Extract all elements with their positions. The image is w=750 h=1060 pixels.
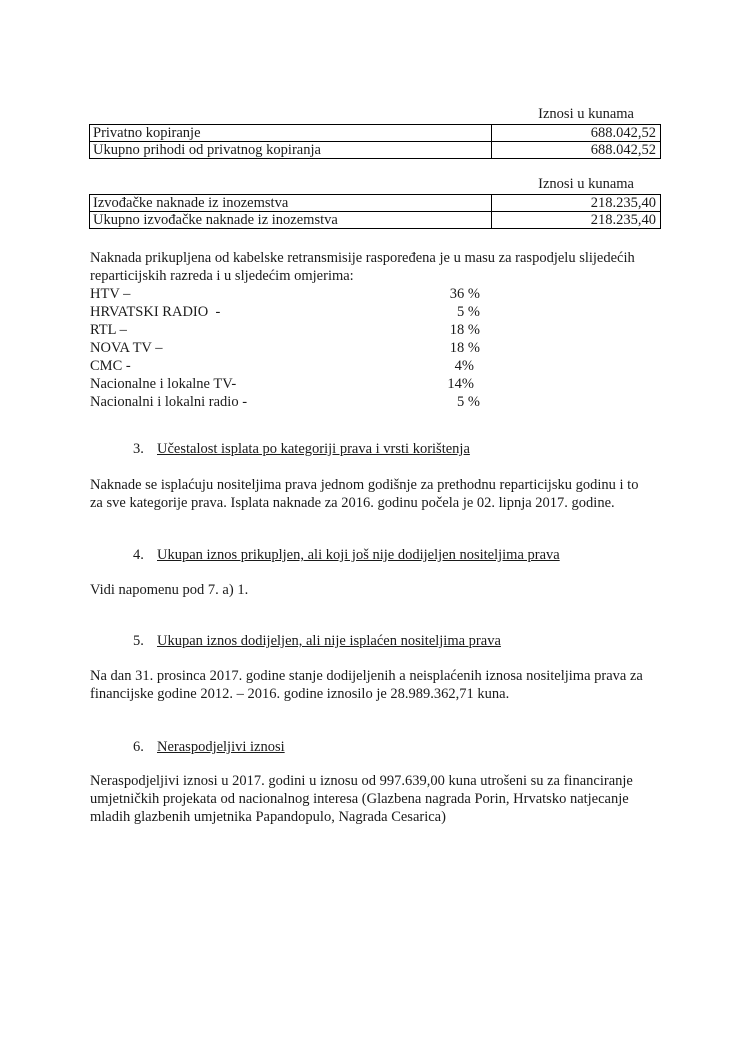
body-line: Vidi napomenu pod 7. a) 1. — [90, 582, 249, 598]
list-item — [90, 303, 490, 321]
share-label: RTL – — [90, 322, 127, 338]
list-item — [90, 357, 490, 375]
section-number: 4. — [133, 547, 144, 563]
section-body-5 — [90, 667, 670, 703]
table2-header: Iznosi u kunama — [538, 176, 634, 192]
share-label: Nacionalne i lokalne TV- — [90, 376, 237, 392]
body-line: mladih glazbenih umjetnika Papandopulo, Nagrada Cesarica) — [90, 809, 446, 825]
share-label: Nacionalni i lokalni radio - — [90, 394, 248, 410]
share-label: HTV – — [90, 286, 131, 302]
share-value: 4% — [454, 358, 474, 374]
section-body-3 — [90, 476, 670, 512]
section-number: 3. — [133, 441, 144, 457]
section-body-6 — [90, 772, 662, 826]
row-label: Privatno kopiranje — [90, 125, 492, 142]
foreign-performer-fees-table — [89, 194, 661, 229]
section-heading-5 — [133, 632, 501, 650]
table-row — [90, 195, 661, 212]
row-value: 688.042,52 — [492, 142, 661, 159]
list-item — [90, 393, 490, 411]
share-value: 18 % — [449, 322, 480, 338]
section-heading-6 — [133, 738, 285, 756]
list-item — [90, 339, 490, 357]
share-label: HRVATSKI RADIO - — [90, 304, 221, 320]
section-heading-3 — [133, 440, 470, 458]
table1-header: Iznosi u kunama — [538, 106, 634, 122]
table-row — [90, 142, 661, 159]
distribution-intro — [90, 249, 670, 285]
section-title: Ukupan iznos prikupljen, ali koji još nije dodijeljen nositeljima prava — [157, 547, 560, 563]
body-line: Neraspodjeljivi iznosi u 2017. godini u iznosu od 997.639,00 kuna utrošeni su za financiranje — [90, 773, 633, 789]
body-line: Naknade se isplaćuju nositeljima prava jednom godišnje za prethodnu reparticijsku godinu i to — [90, 477, 639, 493]
intro-line: Naknada prikupljena od kabelske retransmisije raspoređena je u masu za raspodjelu slijedećih — [90, 250, 635, 266]
private-copying-table — [89, 124, 661, 159]
section-title: Ukupan iznos dodijeljen, ali nije isplaćen nositeljima prava — [157, 633, 501, 649]
share-label: CMC - — [90, 358, 131, 374]
list-item — [90, 375, 490, 393]
share-value: 18 % — [449, 340, 480, 356]
table-row — [90, 125, 661, 142]
body-line: umjetničkih projekata od nacionalnog interesa (Glazbena nagrada Porin, Hrvatsko natjecanje — [90, 791, 629, 807]
share-value: 14% — [447, 376, 474, 392]
share-value: 36 % — [449, 286, 480, 302]
body-line: financijske godine 2012. – 2016. godine iznosilo je 28.989.362,71 kuna. — [90, 686, 510, 702]
share-value: 5 % — [457, 394, 480, 410]
list-item — [90, 285, 490, 303]
row-value: 218.235,40 — [492, 195, 661, 212]
share-value: 5 % — [457, 304, 480, 320]
row-value: 218.235,40 — [492, 212, 661, 229]
row-label: Ukupno izvođačke naknade iz inozemstva — [90, 212, 492, 229]
section-title: Učestalost isplata po kategoriji prava i vrsti korištenja — [157, 441, 470, 457]
share-label: NOVA TV – — [90, 340, 163, 356]
section-heading-4 — [133, 546, 560, 564]
section-body-4 — [90, 581, 670, 599]
row-label: Ukupno prihodi od privatnog kopiranja — [90, 142, 492, 159]
body-line: za sve kategorije prava. Isplata naknade za 2016. godinu počela je 02. lipnja 2017. godine. — [90, 495, 615, 511]
table-row — [90, 212, 661, 229]
intro-line: reparticijskih razreda i u sljedećim omjerima: — [90, 268, 354, 284]
section-number: 6. — [133, 739, 144, 755]
row-value: 688.042,52 — [492, 125, 661, 142]
row-label: Izvođačke naknade iz inozemstva — [90, 195, 492, 212]
list-item — [90, 321, 490, 339]
section-title: Neraspodjeljivi iznosi — [157, 739, 285, 755]
body-line: Na dan 31. prosinca 2017. godine stanje dodijeljenih a neisplaćenih iznosa nositeljima prava za — [90, 668, 643, 684]
section-number: 5. — [133, 633, 144, 649]
